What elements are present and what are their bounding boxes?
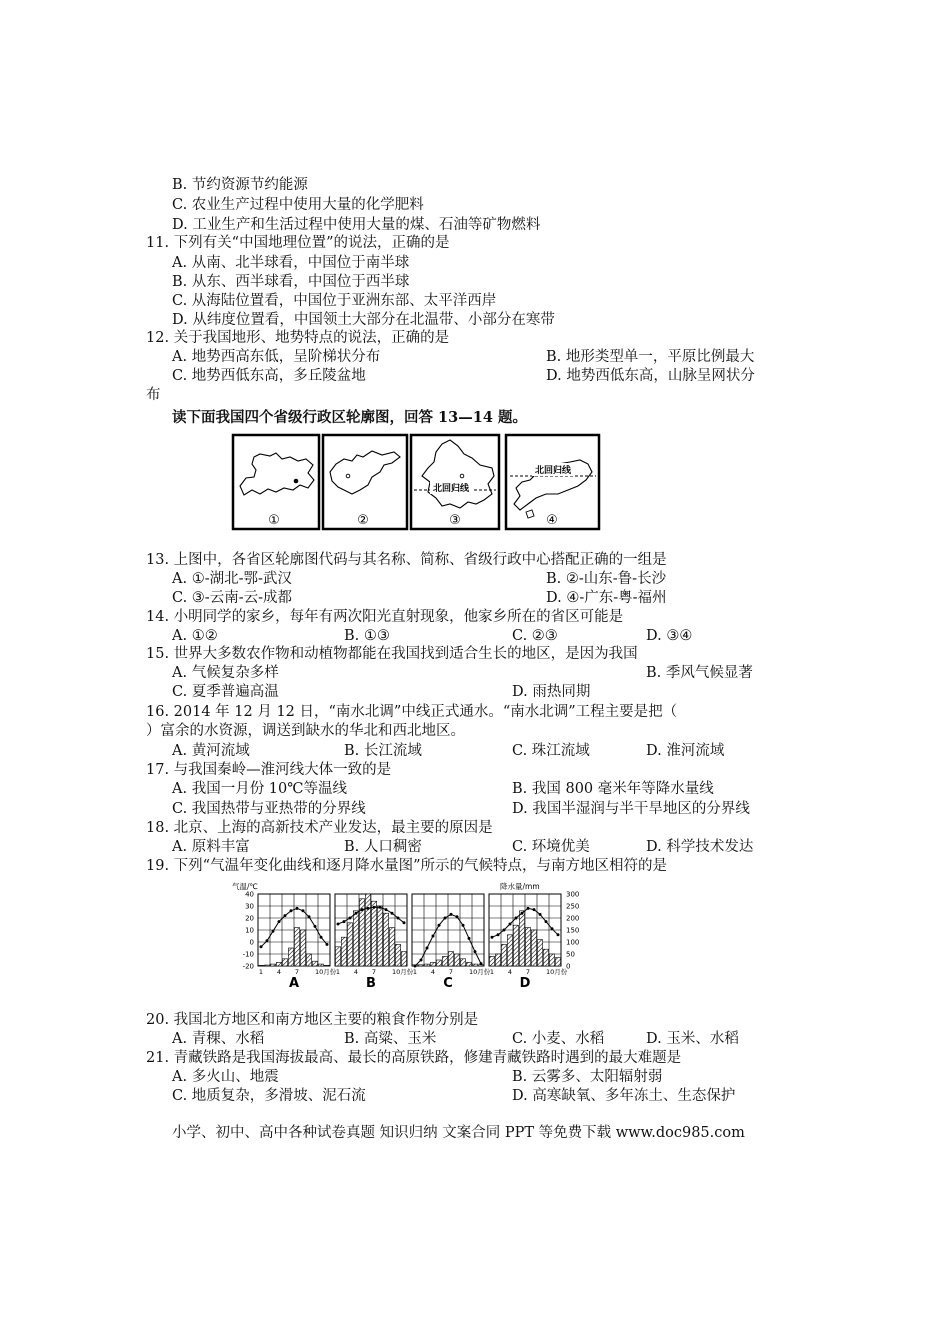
province-3-yunnan [411, 435, 499, 529]
q20-option-d: D. 玉米、水稻 [646, 1031, 739, 1047]
q10-option-b: B. 节约资源节约能源 [172, 177, 308, 193]
precip-tick-label: 250 [566, 902, 580, 911]
temperature-point [272, 930, 275, 933]
temperature-point [379, 906, 382, 909]
precip-bar [519, 911, 524, 966]
precip-bar [472, 964, 477, 966]
q10-option-c: C. 农业生产过程中使用大量的化学肥料 [172, 197, 424, 213]
temperature-point [326, 943, 329, 946]
precip-bar [537, 940, 542, 966]
precip-bar [306, 954, 311, 966]
climate-chart-label: A [288, 976, 300, 990]
temperature-point [391, 912, 394, 915]
q14-option-d: D. ③④ [646, 628, 693, 644]
precip-bar [513, 925, 518, 966]
precip-bar [454, 954, 459, 966]
province-4-label: ④ [546, 513, 558, 528]
precip-tick-label: 50 [566, 950, 575, 959]
precip-bar [543, 949, 548, 966]
q11-option-b: B. 从东、西半球看，中国位于西半球 [172, 274, 410, 290]
temperature-point [278, 920, 281, 923]
temperature-point [296, 907, 299, 910]
temp-tick-label: -20 [242, 962, 254, 971]
precip-bar [347, 923, 352, 966]
temperature-point [343, 920, 346, 923]
climate-chart-label: B [366, 976, 376, 990]
temperature-point [551, 927, 554, 930]
temperature-point [361, 908, 364, 911]
precip-bar [489, 956, 494, 966]
temperature-point [509, 923, 512, 926]
q20-option-a: A. 青稞、水稻 [172, 1031, 265, 1047]
precip-bar [365, 894, 370, 966]
q16-option-c: C. 珠江流域 [512, 743, 590, 759]
q13-option-d: D. ④-广东-粤-福州 [546, 590, 667, 606]
temperature-ticks [243, 891, 254, 971]
q14-option-b: B. ①③ [344, 628, 390, 644]
temperature-point [355, 912, 358, 915]
tropic-label-3: 北回归线 [432, 484, 470, 494]
precip-bar [383, 913, 388, 966]
precip-bar [264, 965, 269, 966]
q21-option-a: A. 多火山、地震 [172, 1069, 279, 1085]
province-2-shandong [323, 435, 407, 529]
q18-option-c: C. 环境优美 [512, 839, 590, 855]
precip-tick-label: 100 [566, 938, 580, 947]
q16-stem: 16. 2014 年 12 月 12 日，“南水北调”中线正式通水。“南水北调”工程主要是把（ [146, 704, 678, 720]
q17-option-d: D. 我国半湿润与半干旱地区的分界线 [512, 801, 750, 817]
tropic-label-4: 北回归线 [534, 466, 572, 476]
climate-chart-c [412, 894, 491, 990]
temperature-point [503, 929, 506, 932]
temperature-point [260, 945, 263, 948]
q20-option-b: B. 高粱、玉米 [344, 1031, 437, 1047]
precip-bar [294, 928, 299, 966]
temperature-point [337, 923, 340, 926]
precip-bar [430, 962, 435, 966]
temperature-point [539, 913, 542, 916]
temperature-point [385, 908, 388, 911]
temperature-point [314, 925, 317, 928]
precip-tick-label: 200 [566, 914, 580, 923]
precip-bar [507, 935, 512, 966]
temperature-point [266, 939, 269, 942]
precip-bar [531, 930, 536, 966]
precip-bar [318, 964, 323, 966]
temperature-point [438, 924, 441, 927]
temperature-point [456, 915, 459, 918]
temperature-point [320, 936, 323, 939]
temperature-axis-title: 气温/℃ [232, 882, 258, 891]
temp-tick-label: 10 [245, 926, 254, 935]
q19-stem: 19. 下列“气温年变化曲线和逐月降水量图”所示的气候特点，与南方地区相符的是 [146, 858, 667, 874]
precip-bar [495, 954, 500, 966]
temperature-point [515, 917, 518, 920]
climate-chart-label: D [519, 976, 531, 990]
q20-stem: 20. 我国北方地区和南方地区主要的粮食作物分别是 [146, 1012, 479, 1028]
precip-bar [276, 962, 281, 966]
precip-bar [353, 911, 358, 966]
temperature-point [491, 936, 494, 939]
precip-bar [300, 930, 305, 966]
q15-option-b: B. 季风气候显著 [646, 665, 753, 681]
precip-bar [525, 928, 530, 966]
temperature-point [284, 914, 287, 917]
precip-bar [460, 959, 465, 966]
temp-tick-label: 40 [245, 890, 254, 899]
temperature-point [545, 920, 548, 923]
q18-option-b: B. 人口稠密 [344, 839, 422, 855]
temperature-point [521, 912, 524, 915]
temperature-point [557, 933, 560, 936]
month-tick-label: 7 [371, 968, 377, 976]
precip-bar [312, 961, 317, 966]
month-tick-label: 4 [353, 968, 359, 976]
q16-stem-wrap: ）富余的水资源，调送到缺水的华北和西北地区。 [146, 723, 465, 739]
precip-tick-label: 150 [566, 926, 580, 935]
q17-option-b: B. 我国 800 毫米年等降水量线 [512, 781, 714, 797]
precip-bar [341, 937, 346, 966]
province-4-guangdong [506, 435, 599, 529]
temp-tick-label: 0 [249, 938, 254, 947]
q11-option-d: D. 从纬度位置看，中国领土大部分在北温带、小部分在寒带 [172, 312, 555, 328]
q11-option-c: C. 从海陆位置看，中国位于亚洲东部、太平洋西岸 [172, 293, 497, 309]
temperature-point [397, 917, 400, 920]
climate-chart-a [258, 894, 337, 990]
q12-stem: 12. 关于我国地形、地势特点的说法，正确的是 [146, 330, 450, 346]
q21-stem: 21. 青藏铁路是我国海拔最高、最长的高原铁路，修建青藏铁路时遇到的最大难题是 [146, 1050, 682, 1066]
temp-tick-label: 30 [245, 902, 254, 911]
map-intro: 读下面我国四个省级行政区轮廓图，回答 13—14 题。 [172, 409, 527, 426]
temperature-point [302, 909, 305, 912]
precip-bar [442, 956, 447, 966]
q14-option-a: A. ①② [172, 628, 218, 644]
precip-bar [436, 960, 441, 966]
province-1-label: ① [268, 513, 280, 528]
precip-bar [549, 954, 554, 966]
q18-stem: 18. 北京、上海的高新技术产业发达，最主要的原因是 [146, 820, 493, 836]
temperature-point [450, 913, 453, 916]
q18-option-a: A. 原料丰富 [172, 839, 250, 855]
q11-option-a: A. 从南、北半球看，中国位于南半球 [172, 255, 410, 271]
q13-option-c: C. ③-云南-云-成都 [172, 590, 292, 606]
precip-bar [448, 952, 453, 966]
temperature-point [349, 917, 352, 920]
q12-option-d: D. 地势西低东高，山脉呈网状分 [546, 368, 755, 384]
precipitation-axis-title: 降水量/mm [500, 882, 540, 891]
q16-option-d: D. 淮河流域 [646, 743, 725, 759]
temperature-point [533, 908, 536, 911]
temperature-point [497, 933, 500, 936]
province-1-hubei [233, 435, 319, 529]
precip-bar [282, 959, 287, 966]
precip-bar [555, 958, 560, 966]
precip-bar [270, 964, 275, 966]
province-3-label: ③ [449, 513, 461, 528]
q15-option-d: D. 雨热同期 [512, 684, 591, 700]
precip-bar [258, 965, 263, 966]
month-tick-label: 10月份 [546, 968, 568, 976]
temperature-point [290, 909, 293, 912]
q13-stem: 13. 上图中，各省区轮廓图代码与其名称、简称、省级行政中心搭配正确的一组是 [146, 552, 667, 568]
temperature-point [420, 959, 423, 962]
precip-bar [395, 944, 400, 966]
q15-option-c: C. 夏季普遍高温 [172, 684, 279, 700]
precip-bar [424, 964, 429, 966]
temperature-point [426, 947, 429, 950]
temperature-point [462, 924, 465, 927]
q16-option-b: B. 长江流域 [344, 743, 422, 759]
precip-bar [501, 944, 506, 966]
q17-stem: 17. 与我国秦岭—淮河线大体一致的是 [146, 762, 392, 778]
temperature-point [373, 906, 376, 909]
month-tick-label: 1 [335, 968, 341, 976]
month-tick-label: 4 [430, 968, 436, 976]
province-outlines-figure [230, 432, 602, 532]
q21-option-c: C. 地质复杂，多滑坡、泥石流 [172, 1088, 366, 1104]
temp-tick-label: -10 [242, 950, 254, 959]
month-tick-label: 7 [294, 968, 300, 976]
precip-bar [288, 948, 293, 966]
month-tick-label: 1 [489, 968, 495, 976]
precip-bar [377, 906, 382, 966]
q14-stem: 14. 小明同学的家乡，每年有两次阳光直射现象，他家乡所在的省区可能是 [146, 609, 624, 625]
q20-option-c: C. 小麦、水稻 [512, 1031, 605, 1047]
temperature-point [432, 935, 435, 938]
q12-option-a: A. 地势西高东低，呈阶梯状分布 [172, 349, 381, 365]
q21-option-d: D. 高寒缺氧、多年冻土、生态保护 [512, 1088, 736, 1104]
q13-option-a: A. ①-湖北-鄂-武汉 [172, 571, 292, 587]
month-tick-label: 4 [507, 968, 513, 976]
q16-option-a: A. 黄河流域 [172, 743, 250, 759]
q17-option-a: A. 我国一月份 10℃等温线 [172, 781, 347, 797]
temperature-point [468, 937, 471, 940]
temperature-point [403, 921, 406, 924]
province-2-label: ② [357, 513, 369, 528]
climate-chart-b [335, 894, 414, 990]
precip-bar [401, 952, 406, 966]
precip-tick-label: 0 [566, 962, 571, 971]
temperature-point [527, 907, 530, 910]
q13-option-b: B. ②-山东-鲁-长沙 [546, 571, 667, 587]
precip-bar [335, 947, 340, 966]
climate-chart-label: C [443, 976, 453, 990]
month-tick-label: 1 [258, 968, 264, 976]
precip-bar [371, 901, 376, 966]
precip-bar [418, 965, 423, 966]
month-tick-label: 1 [412, 968, 418, 976]
q18-option-d: D. 科学技术发达 [646, 839, 754, 855]
precip-bar [389, 928, 394, 966]
precip-bar [324, 965, 329, 966]
temperature-point [308, 915, 311, 918]
footer-download-note: 小学、初中、高中各种试卷真题 知识归纳 文案合同 PPT 等免费下载 www.doc985.com [172, 1125, 745, 1141]
q15-stem: 15. 世界大多数农作物和动植物都能在我国找到适合生长的地区，是因为我国 [146, 646, 638, 662]
q15-option-a: A. 气候复杂多样 [172, 665, 279, 681]
q21-option-b: B. 云雾多、太阳辐射弱 [512, 1069, 663, 1085]
q12-option-c: C. 地势西低东高，多丘陵盆地 [172, 368, 366, 384]
temperature-point [367, 907, 370, 910]
q11-stem: 11. 下列有关“中国地理位置”的说法，正确的是 [146, 235, 450, 251]
q12-option-d-wrap: 布 [146, 387, 161, 403]
month-tick-label: 10月份 [469, 968, 491, 976]
precip-tick-label: 300 [566, 890, 580, 899]
precip-bar [466, 962, 471, 966]
month-tick-label: 7 [525, 968, 531, 976]
temperature-point [474, 950, 477, 953]
temperature-point [444, 917, 447, 920]
month-tick-label: 7 [448, 968, 454, 976]
month-tick-label: 10月份 [315, 968, 337, 976]
month-tick-label: 4 [276, 968, 282, 976]
climate-charts-figure [232, 880, 584, 990]
q10-option-d: D. 工业生产和生活过程中使用大量的煤、石油等矿物燃料 [172, 217, 541, 233]
month-tick-label: 10月份 [392, 968, 414, 976]
q14-option-c: C. ②③ [512, 628, 558, 644]
q12-option-b: B. 地形类型单一，平原比例最大 [546, 349, 755, 365]
temperature-point [480, 962, 483, 965]
q17-option-c: C. 我国热带与亚热带的分界线 [172, 801, 366, 817]
temp-tick-label: 20 [245, 914, 254, 923]
precipitation-ticks [566, 891, 579, 971]
